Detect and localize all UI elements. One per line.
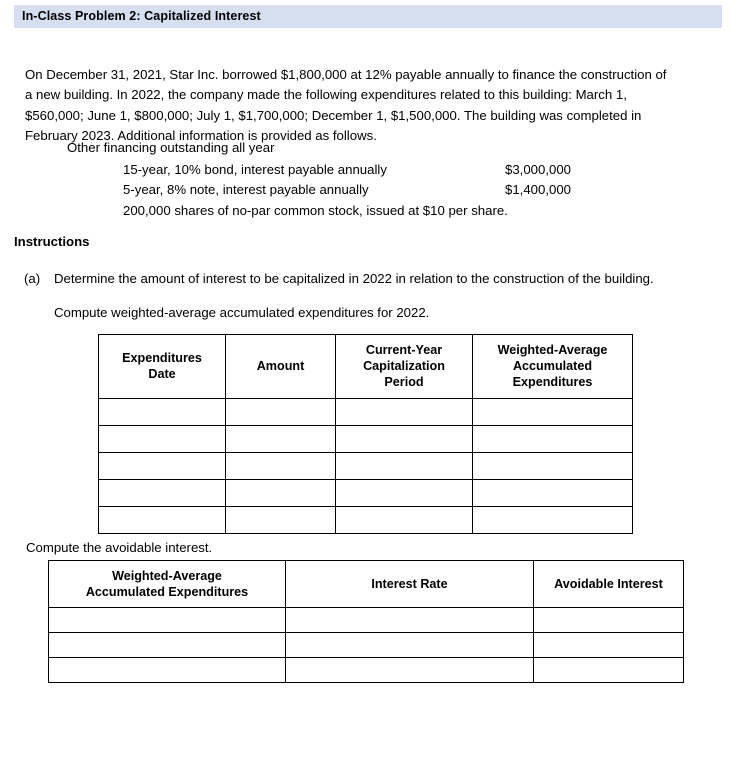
table-row <box>99 453 633 480</box>
page-title: In-Class Problem 2: Capitalized Interest <box>22 9 261 24</box>
cell-interest-rate[interactable] <box>286 633 534 658</box>
column-header-expenditures-date <box>99 335 226 399</box>
cell-amount[interactable] <box>226 399 336 426</box>
table-row <box>49 633 684 658</box>
header-line: Amount <box>256 359 305 373</box>
cell-weighted-average-expenditures[interactable] <box>49 633 286 658</box>
cell-capitalization-period[interactable] <box>336 399 473 426</box>
instruction-marker: (a) <box>24 271 41 287</box>
cell-expenditures-date[interactable] <box>99 399 226 426</box>
table-row <box>99 399 633 426</box>
cell-expenditures-date[interactable] <box>99 453 226 480</box>
cell-expenditures-date[interactable] <box>99 426 226 453</box>
problem-title-band <box>14 5 722 28</box>
cell-weighted-average[interactable] <box>473 399 633 426</box>
cell-avoidable-interest[interactable] <box>534 633 684 658</box>
table-row <box>99 507 633 534</box>
column-header-capitalization-period <box>336 335 473 399</box>
instruction-item-a <box>24 269 704 289</box>
cell-amount[interactable] <box>226 480 336 507</box>
cell-interest-rate[interactable] <box>286 658 534 683</box>
header-line: Capitalization <box>363 359 445 373</box>
header-line: Weighted-Average <box>112 568 222 583</box>
cell-amount[interactable] <box>226 426 336 453</box>
cell-amount[interactable] <box>226 507 336 534</box>
table-header-row <box>49 561 684 608</box>
table-row <box>49 608 684 633</box>
instruction-text: Determine the amount of interest to be capitalized in 2022 in relation to the construction of the building. <box>54 271 654 287</box>
subtask-weighted-average-label: Compute weighted-average accumulated expenditures for 2022. <box>54 305 430 320</box>
column-header-interest-rate <box>286 561 534 608</box>
subtask-avoidable-interest-label: Compute the avoidable interest. <box>26 540 213 555</box>
table-row <box>99 480 633 507</box>
header-line: Expenditures <box>122 351 202 365</box>
cell-weighted-average[interactable] <box>473 453 633 480</box>
cell-amount[interactable] <box>226 453 336 480</box>
cell-interest-rate[interactable] <box>286 608 534 633</box>
cell-avoidable-interest[interactable] <box>534 658 684 683</box>
table-row <box>99 426 633 453</box>
cell-expenditures-date[interactable] <box>99 507 226 534</box>
column-header-weighted-average-accumulated-expenditures <box>473 335 633 399</box>
cell-capitalization-period[interactable] <box>336 480 473 507</box>
other-financing-list <box>123 160 643 221</box>
header-line: Interest Rate <box>371 576 448 591</box>
column-header-avoidable-interest <box>534 561 684 608</box>
cell-weighted-average-expenditures[interactable] <box>49 608 286 633</box>
cell-weighted-average-expenditures[interactable] <box>49 658 286 683</box>
header-line: Period <box>384 375 424 389</box>
financing-item <box>123 160 643 180</box>
header-line: Date <box>148 367 176 381</box>
cell-capitalization-period[interactable] <box>336 507 473 534</box>
column-header-amount <box>226 335 336 399</box>
financing-common-stock-note: 200,000 shares of no-par common stock, issued at $10 per share. <box>123 202 508 218</box>
cell-weighted-average[interactable] <box>473 507 633 534</box>
header-line: Expenditures <box>512 375 593 389</box>
header-line: Accumulated <box>512 359 593 373</box>
header-line: Avoidable Interest <box>554 576 663 591</box>
header-line: Accumulated Expenditures <box>85 584 249 599</box>
other-financing-heading: Other financing outstanding all year <box>67 140 275 155</box>
avoidable-interest-table <box>48 560 684 683</box>
cell-weighted-average[interactable] <box>473 480 633 507</box>
cell-capitalization-period[interactable] <box>336 426 473 453</box>
cell-weighted-average[interactable] <box>473 426 633 453</box>
cell-avoidable-interest[interactable] <box>534 608 684 633</box>
problem-statement-paragraph: On December 31, 2021, Star Inc. borrowed $1,800,000 at 12% payable annually to finance the construction of a new building. In 2022, the company made the following expenditures related to this building: March 1, $560,000; June 1, $800,000; July 1, $1,700,000; December 1, $1,500,000. The building was completed in February 2023. Additional information is provided as follows. <box>25 67 667 144</box>
financing-item-amount: $1,400,000 <box>505 182 572 198</box>
cell-expenditures-date[interactable] <box>99 480 226 507</box>
header-line: Current-Year <box>365 343 443 357</box>
header-line: Weighted-Average <box>497 343 608 357</box>
financing-item-description: 15-year, 10% bond, interest payable annually <box>123 162 387 177</box>
financing-item <box>123 180 643 200</box>
column-header-weighted-average-accumulated-expenditures <box>49 561 286 608</box>
table-row <box>49 658 684 683</box>
table-header-row <box>99 335 633 399</box>
cell-capitalization-period[interactable] <box>336 453 473 480</box>
instructions-heading: Instructions <box>14 234 90 249</box>
financing-item-amount: $3,000,000 <box>505 162 572 177</box>
financing-item-description: 5-year, 8% note, interest payable annually <box>123 182 369 198</box>
weighted-average-expenditures-table <box>98 334 633 534</box>
